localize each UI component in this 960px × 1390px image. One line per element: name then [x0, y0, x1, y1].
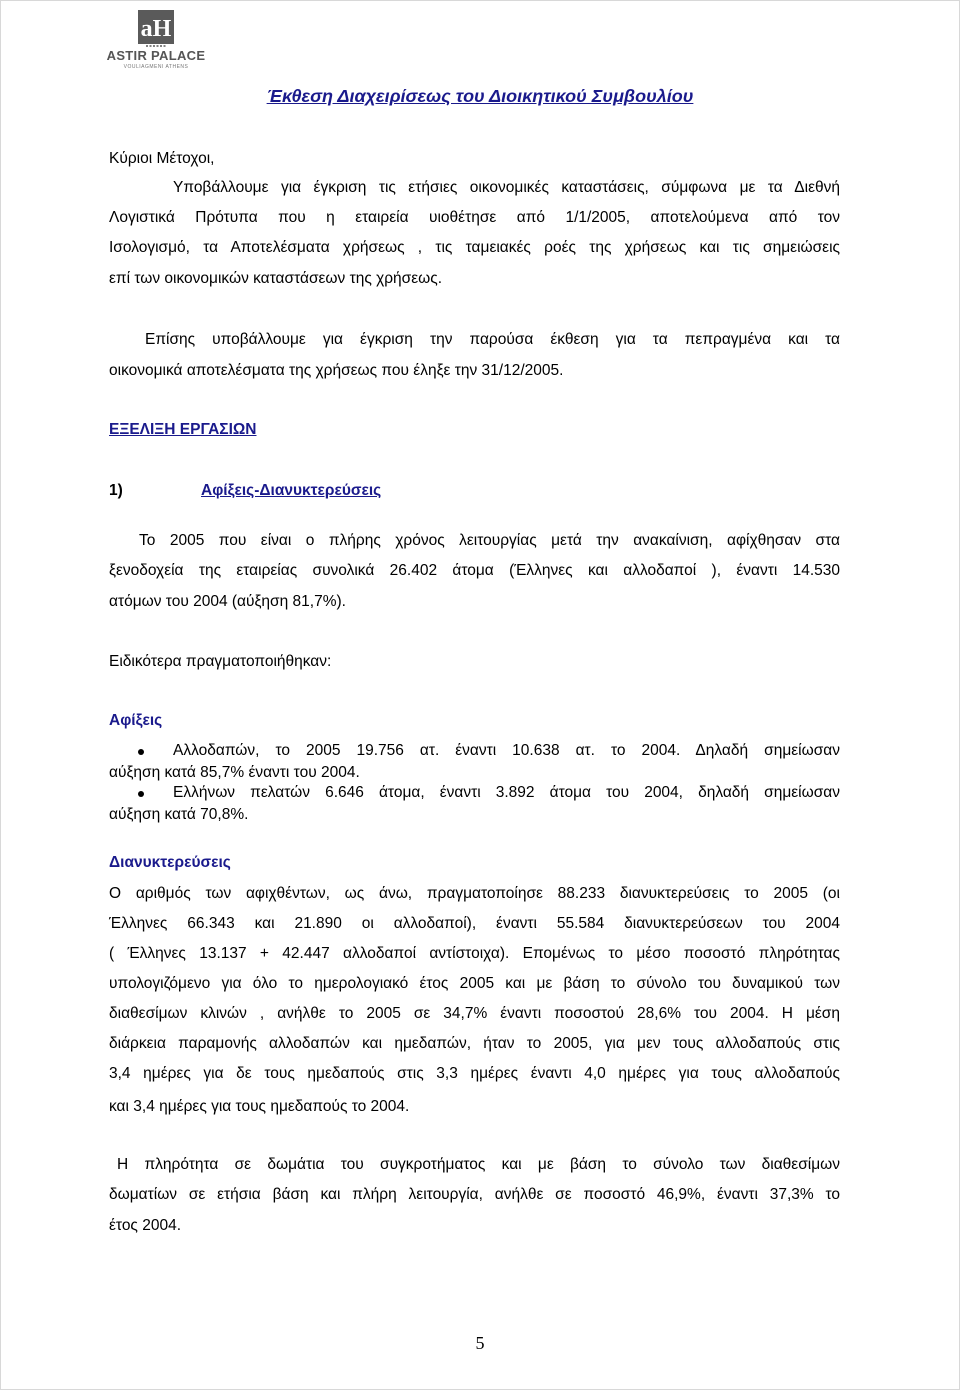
paragraph-line: Ισολογισμό, τα Αποτελέσματα χρήσεως , τις ταμειακές ροές της χρήσεως και τις σημειώσεις — [109, 239, 840, 256]
svg-text:aH: aH — [140, 16, 172, 42]
arrival-item-line: Αλλοδαπών, το 2005 19.756 ατ. έναντι 10.638 ατ. το 2004. Δηλαδή σημείωσαν — [173, 742, 840, 759]
paragraph-line: δωματίων σε ετήσια βάση και πλήρη λειτουργία, ανήλθε σε ποσοστό 46,9%, έναντι 37,3% το — [109, 1186, 840, 1203]
subsection-title: Αφίξεις-Διανυκτερεύσεις — [201, 482, 382, 499]
paragraph-line: έτος 2004. — [109, 1217, 181, 1234]
arrival-item-line: αύξηση κατά 85,7% έναντι του 2004. — [109, 764, 360, 781]
report-title: Έκθεση Διαχειρίσεως του Διοικητικού Συμβουλίου — [266, 86, 694, 106]
paragraph-line: Επίσης υποβάλλουμε για έγκριση την παρούσα έκθεση για τα πεπραγμένα και τα — [145, 331, 840, 348]
paragraph-line: οικονομικά αποτελέσματα της χρήσεως που έληξε την 31/12/2005. — [109, 362, 564, 379]
paragraph-line: και 3,4 ημέρες για τους ημεδαπούς το 2004. — [109, 1098, 410, 1115]
paragraph-line: διαθεσίμων κλινών , ανήλθε το 2005 σε 34,7% έναντι ποσοστού 28,6% του 2004. Η μέση — [109, 1005, 840, 1022]
paragraph-line: διάρκεια παραμονής αλλοδαπών και ημεδαπών, ήταν το 2005, για μεν τους αλλοδαπούς στις — [109, 1035, 840, 1052]
paragraph-line: υπολογιζόμενο για όλο το ημερολογιακό έτος 2005 και με βάση το σύνολο του δυναμικού των — [109, 975, 840, 992]
page-number: 5 — [475, 1333, 485, 1353]
paragraph-line: 3,4 ημέρες για δε τους ημεδαπούς στις 3,3 ημέρες έναντι 4,0 ημέρες για τους αλλοδαπούς — [109, 1065, 840, 1082]
overnight-heading: Διανυκτερεύσεις — [109, 854, 231, 871]
paragraph-line: Έλληνες 66.343 και 21.890 οι αλλοδαποί), έναντι 55.584 διανυκτερεύσεων του 2004 — [109, 915, 840, 932]
subsection-number: 1) — [109, 482, 123, 499]
greeting: Κύριοι Μέτοχοι, — [109, 150, 215, 167]
paragraph-line: Υποβάλλουμε για έγκριση τις ετήσιες οικονομικές καταστάσεις, σύμφωνα με τα Διεθνή — [173, 179, 840, 196]
specific-intro: Ειδικότερα πραγματοποιήθηκαν: — [109, 653, 332, 670]
paragraph-line: Ο αριθμός των αφιχθέντων, ως άνω, πραγματοποίησε 88.233 διανυκτερεύσεις το 2005 (οι — [109, 885, 840, 902]
logo-subtitle: VOULIAGMENI ATHENS — [123, 64, 189, 70]
arrival-item-line: Ελλήνων πελατών 6.646 άτομα, έναντι 3.892 άτομα του 2004, δηλαδή σημείωσαν — [173, 784, 840, 801]
logo-name: ASTIR PALACE — [106, 48, 206, 63]
paragraph-line: επί των οικονομικών καταστάσεων της χρήσεως. — [109, 270, 443, 287]
bullet-icon — [138, 749, 144, 755]
ah-monogram-icon — [104, 8, 208, 48]
arrivals-heading: Αφίξεις — [109, 712, 163, 729]
bullet-icon — [138, 791, 144, 797]
paragraph-line: Λογιστικά Πρότυπα που η εταιρεία υιοθέτησε από 1/1/2005, αποτελούμενα από τον — [109, 209, 840, 226]
paragraph-line: Το 2005 που είναι ο πλήρης χρόνος λειτουργίας μετά την ανακαίνιση, αφίχθησαν στα — [139, 532, 840, 549]
paragraph-line: ξενοδοχεία της εταιρείας συνολικά 26.402 άτομα (Έλληνες και αλλοδαποί ), έναντι 14.530 — [109, 562, 840, 579]
paragraph-line: ατόμων του 2004 (αύξηση 81,7%). — [109, 593, 346, 610]
section-heading: ΕΞΕΛΙΞΗ ΕΡΓΑΣΙΩΝ — [109, 421, 257, 438]
paragraph-line: Η πληρότητα σε δωμάτια του συγκροτήματος και με βάση το σύνολο των διαθεσίμων — [117, 1156, 840, 1173]
arrival-item-line: αύξηση κατά 70,8%. — [109, 806, 249, 823]
astir-palace-logo — [104, 8, 208, 70]
paragraph-line: ( Έλληνες 13.137 + 42.447 αλλοδαποί αντίστοιχα). Επομένως το μέσο ποσοστό πληρότητας — [109, 945, 840, 962]
